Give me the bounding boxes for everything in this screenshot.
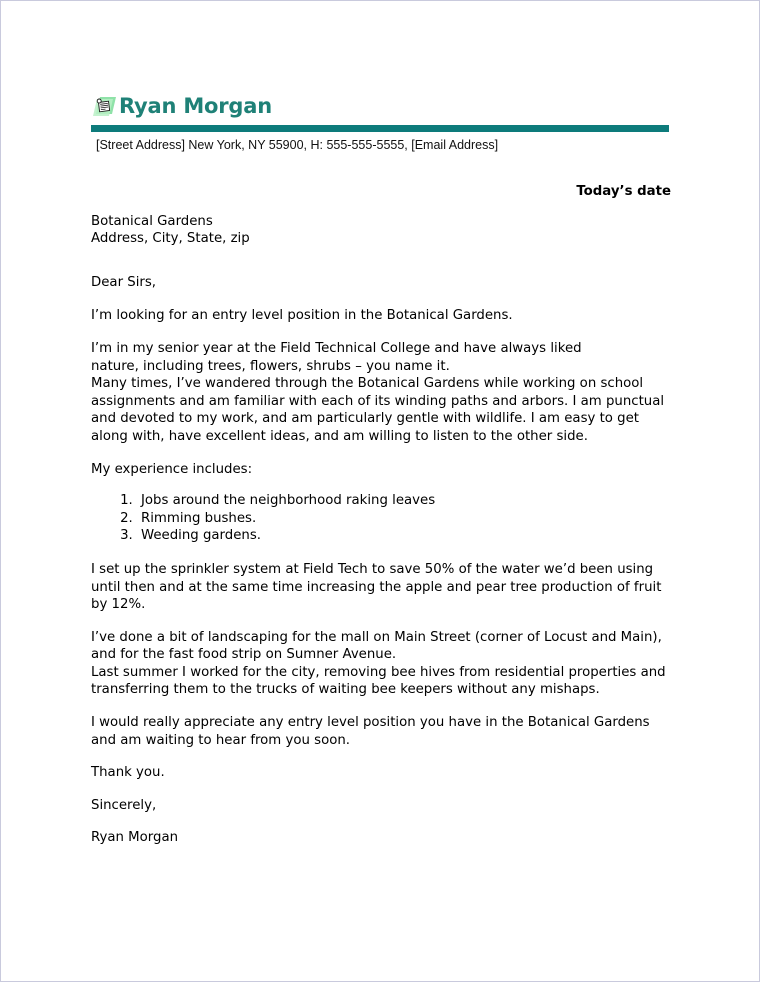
recipient-line-1: Botanical Gardens [91, 213, 213, 229]
landscaping-line-1: I’ve done a bit of landscaping for the mall on Main Street (corner of Locust and Main), and for the fast food strip on Sumner Avenue. [91, 629, 662, 663]
scroll-document-icon [91, 94, 117, 119]
thank-you-line: Thank you. [91, 765, 165, 781]
experience-heading: My experience includes: [91, 461, 253, 477]
experience-list [91, 492, 671, 545]
background-line-1: I’m in my senior year at the Field Technical College and have always liked [91, 340, 582, 356]
paragraph-sprinkler: I set up the sprinkler system at Field Tech to save 50% of the water we’d been using until then and at the same time increasing the apple and pear tree production of fruit by 12%. [91, 561, 662, 613]
letterhead [91, 89, 671, 152]
letter-body [91, 183, 671, 847]
salutation: Dear Sirs, [91, 274, 157, 290]
paragraph-intro: I’m looking for an entry level position in the Botanical Gardens. [91, 308, 513, 324]
contact-info-line: [Street Address] New York, NY 55900, H: 555-555-5555, [Email Address] [96, 138, 499, 152]
sign-off-line: Sincerely, [91, 797, 157, 813]
signature-name: Ryan Morgan [91, 830, 179, 846]
landscaping-line-2: Last summer I worked for the city, removing bee hives from residential properties and transferring them to the trucks of waiting bee keepers without any mishaps. [91, 664, 666, 698]
letterhead-divider [91, 125, 669, 132]
background-line-3: Many times, I’ve wandered through the Botanical Gardens while working on school assignments and am familiar with each of its winding paths and arbors. I am punctual and devoted to my work, and am particularly gentle with wildlife. I am easy to get along with, have excellent ideas, and am willing to listen to the other side. [91, 376, 665, 444]
letterhead-name: Ryan Morgan [119, 93, 272, 118]
paragraph-background [91, 340, 671, 446]
paragraph-landscaping [91, 629, 671, 699]
letterhead-name-row [91, 89, 671, 123]
list-item: 3. Weeding gardens. [137, 527, 671, 545]
paragraph-closing-request: I would really appreciate any entry level position you have in the Botanical Gardens and am waiting to hear from you soon. [91, 715, 650, 748]
list-item: 1. Jobs around the neighborhood raking leaves [137, 492, 671, 510]
list-item: 2. Rimming bushes. [137, 510, 671, 528]
recipient-line-2: Address, City, State, zip [91, 231, 250, 247]
recipient-address-block [91, 213, 671, 248]
background-line-2: nature, including trees, flowers, shrubs – you name it. [91, 358, 450, 374]
date-line: Today’s date [576, 184, 671, 199]
